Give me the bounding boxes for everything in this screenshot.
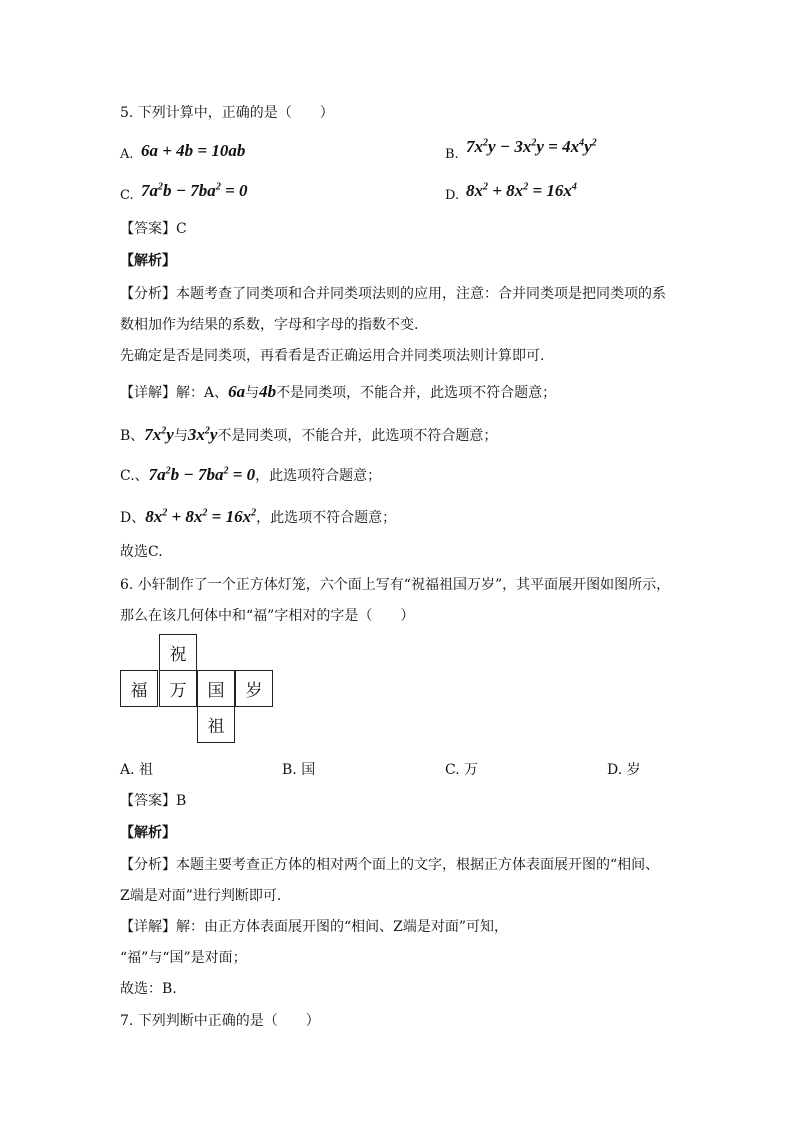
q5-stem: 5. 下列计算中，正确的是（ ）: [120, 105, 334, 121]
q6-option-c: C. 万: [445, 762, 479, 778]
q5-detail-b: [120, 425, 497, 445]
q5-analysis-line-2: 数相加作为结果的系数，字母和字母的指数不变.: [120, 317, 419, 333]
net-cell-top: 祝: [159, 634, 197, 671]
q6-stem-line-1: 6. 小轩制作了一个正方体灯笼，六个面上写有“祝福祖国万岁”，其平面展开图如图所示，: [120, 577, 671, 593]
q5-detail-c-prefix: C.、: [120, 468, 149, 484]
q5-detail-a-mid: 与: [245, 385, 260, 401]
q5-detail-a-term1: 6a: [228, 382, 246, 401]
q5-detail-a-term2: 4b: [259, 382, 277, 401]
q5-detail-b-term1: $7x^2y$: [144, 425, 174, 444]
q5-option-c-letter: C.: [120, 188, 134, 203]
q5-option-a-letter: A.: [120, 147, 134, 162]
q5-detail-c-formula: $7a^2b - 7ba^2 = 0$: [148, 465, 256, 484]
net-cell-right: 岁: [235, 670, 273, 707]
q7-stem: 7. 下列判断中正确的是（ ）: [120, 1013, 320, 1029]
q6-answer: 【答案】B: [120, 793, 187, 809]
q5-option-a-formula: 6a + 4b = 10ab: [141, 141, 246, 160]
q6-analysis-heading: 【解析】: [120, 825, 176, 841]
q5-detail-b-suffix: 不是同类项，不能合并，此选项不符合题意；: [217, 428, 498, 444]
q5-answer: 【答案】C: [120, 221, 187, 237]
q5-analysis-line-3: 先确定是否是同类项，再看看是否正确运用合并同类项法则计算即可.: [120, 348, 545, 364]
q5-analysis-heading: 【解析】: [120, 253, 176, 269]
q5-detail-d-suffix: ，此选项不符合题意；: [256, 510, 397, 526]
cube-net-figure: [120, 634, 274, 746]
net-cell-bottom: 祖: [197, 706, 235, 743]
q5-detail-b-mid: 与: [173, 428, 188, 444]
q5-option-d-letter: D.: [445, 188, 460, 203]
q5-detail-c-suffix: ，此选项符合题意；: [255, 468, 382, 484]
q6-detail-line-2: “福”与“国”是对面；: [120, 950, 247, 966]
q6-analysis-line-1: 【分析】本题主要考查正方体的相对两个面上的文字，根据正方体表面展开图的“相间、: [120, 857, 660, 873]
q6-analysis-line-2: Z端是对面”进行判断即可.: [120, 888, 282, 904]
q5-option-b-letter: B.: [445, 147, 459, 162]
q5-option-d-formula: $8x^2 + 8x^2 = 16x^4$: [466, 181, 577, 200]
q5-detail-d: [120, 507, 396, 527]
q5-analysis-line-1: 【分析】本题考查了同类项和合并同类项法则的应用，注意：合并同类项是把同类项的系: [120, 286, 666, 302]
q5-option-c-formula: $7a^2b - 7ba^2 = 0$: [141, 181, 248, 200]
q5-option-b-formula: $7x^2y - 3x^2y = 4x^4y^2$: [466, 137, 597, 156]
q6-option-d: D. 岁: [607, 762, 641, 778]
q5-detail-a-prefix: 【详解】解：A、: [120, 385, 229, 401]
q5-detail-d-formula: $8x^2 + 8x^2 = 16x^2$: [145, 507, 257, 526]
q6-detail-line-1: 【详解】解：由正方体表面展开图的“相间、Z端是对面”可知，: [120, 919, 509, 935]
net-cell-left: 福: [120, 670, 158, 707]
net-cell-mid1: 万: [159, 670, 197, 707]
q6-stem-line-2: 那么在该几何体中和“福”字相对的字是（ ）: [120, 608, 415, 624]
net-cell-mid2: 国: [197, 670, 235, 707]
q6-option-a: A. 祖: [120, 762, 154, 778]
q5-detail-c: [120, 465, 381, 485]
q5-conclusion: 故选C.: [120, 544, 163, 560]
q5-detail-b-prefix: B、: [120, 428, 145, 444]
q6-option-b: B. 国: [282, 762, 316, 778]
q6-conclusion: 故选：B.: [120, 981, 177, 997]
q5-detail-a-suffix: 不是同类项，不能合并，此选项不符合题意；: [276, 385, 557, 401]
q5-detail-d-prefix: D、: [120, 510, 146, 526]
q5-detail-a: [120, 382, 556, 402]
q5-detail-b-term2: $3x^2y$: [187, 425, 218, 444]
